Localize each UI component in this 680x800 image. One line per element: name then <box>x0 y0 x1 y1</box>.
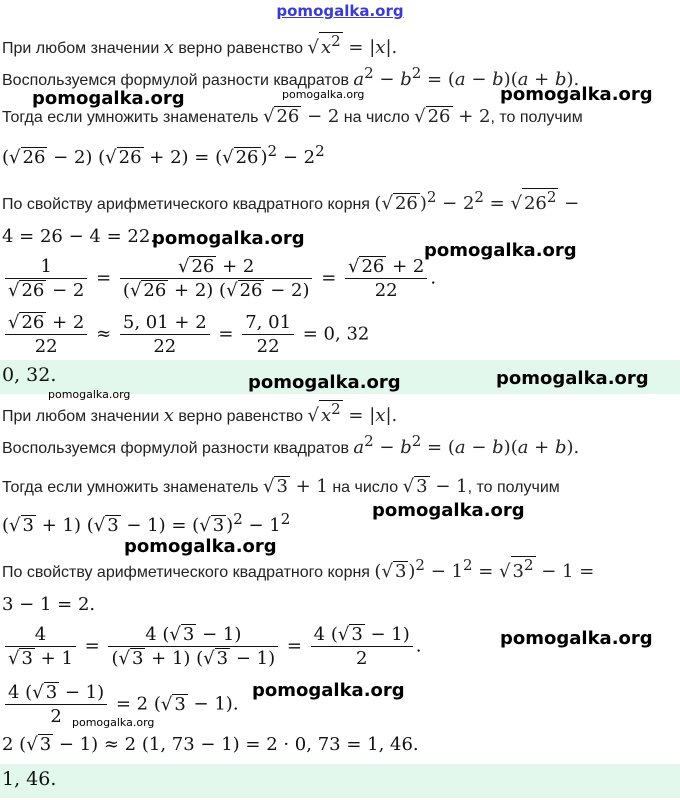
watermark: pomogalka.org <box>152 228 305 249</box>
s1-multiply-text-3: , то получим <box>490 109 583 126</box>
s2-identity-text-2: верно равенство <box>178 408 304 425</box>
watermark: pomogalka.org <box>252 680 405 701</box>
watermark: pomogalka.org <box>32 88 185 109</box>
s2-identity-formula: √ $x^2 = |x|$. <box>307 400 398 426</box>
s1-multiply-line: Тогда если умножить знаменатель √ 26 − 2 на число √ 26 + 2, то получим <box>2 106 583 127</box>
s2-multiply-line: Тогда если умножить знаменатель √ 3 + 1 на число √ 3 − 1, то получим <box>2 476 560 497</box>
s2-answer-band <box>0 764 680 798</box>
s2-formula-text: Воспользуемся формулой разности квадратов <box>2 440 349 457</box>
s1-identity-text-2: верно равенство <box>178 40 304 57</box>
s1-formula-line <box>2 64 579 90</box>
watermark: pomogalka.org <box>496 368 649 389</box>
s1-identity-formula: √ $x^2 = |x|$. <box>307 32 398 58</box>
s1-multiply-text-2: на число <box>343 109 410 126</box>
s2-rationalized-fraction: $\frac{4}{√ 3 + 1}$ = $\frac{4 (√ 3 - 1)}{(√ 3 + 1) (√ 3 - 1)}$ = $\frac{4 (√ 3 - 1)}{2}$ . <box>2 624 422 669</box>
s1-property-line: По свойству арифметического квадратного корня (√ 26 )$^2 - 2^2$ = √ $26^2$ − <box>2 188 580 214</box>
s1-product-expression: (√ 26 − 2) (√ 26 + 2) = (√ 26 )$^2 - 2^2$ <box>2 142 325 168</box>
s1-approximation: $\frac{√ 26 + 2}{22}$ ≈ $\frac{5, 01 + 2}{22}$ = $\frac{7, 01}{22}$ = 0, 32 <box>2 312 369 357</box>
watermark: pomogalka.org <box>48 388 131 401</box>
s1-rationalized-fraction: $\frac{1}{√ 26 - 2}$ = $\frac{√ 26 + 2}{(√ 26 + 2) (√ 26 - 2)}$ = $\frac{√ 26 + 2}{22}$ . <box>2 256 436 301</box>
s1-identity-line: При любом значении x верно равенство √ $x^2 = |x|$. <box>2 32 398 58</box>
watermark: pomogalka.org <box>424 240 577 261</box>
s2-property-line: По свойству арифметического квадратного корня (√ 3 )$^2 - 1^2$ = √ $3^2 - 1$ = <box>2 556 595 582</box>
s1-answer: 0, 32. <box>2 364 57 386</box>
s2-identity-line: При любом значении x верно равенство √ $x^2 = |x|$. <box>2 400 398 426</box>
s2-formula-line <box>2 432 579 458</box>
site-link[interactable]: pomogalka.org <box>276 2 404 20</box>
s2-difference-of-squares: $a^2 - b^2 = (a - b)(a + b)$. <box>353 432 580 458</box>
s2-property-text: По свойству арифметического квадратного корня <box>2 564 370 581</box>
s2-product-expression: (√ 3 + 1) (√ 3 − 1) = (√ 3 )$^2 - 1^2$ <box>2 510 291 536</box>
s1-identity-text: При любом значении <box>2 40 160 57</box>
s2-answer: 1, 46. <box>2 768 57 790</box>
watermark: pomogalka.org <box>124 536 277 557</box>
s2-multiply-text-3: , то получим <box>467 479 560 496</box>
watermark: pomogalka.org <box>72 716 155 729</box>
watermark: pomogalka.org <box>500 84 653 105</box>
s2-multiply-text: Тогда если умножить знаменатель <box>2 479 259 496</box>
s1-property-text: По свойству арифметического квадратного корня <box>2 196 370 213</box>
s2-denominator-value: 3 − 1 = 2. <box>2 594 96 615</box>
s1-difference-of-squares: $a^2 - b^2 = (a - b)(a + b)$. <box>353 64 580 90</box>
s1-multiply-text: Тогда если умножить знаменатель <box>2 109 259 126</box>
watermark: pomogalka.org <box>372 500 525 521</box>
s2-multiply-text-2: на число <box>332 479 399 496</box>
s2-simplified: $\frac{4 (√ 3 - 1)}{2}$ = 2 (√ 3 − 1). <box>2 682 239 727</box>
s1-denominator-value: 4 = 26 − 4 = 22. <box>2 226 157 247</box>
watermark: pomogalka.org <box>248 372 401 393</box>
watermark: pomogalka.org <box>282 88 365 101</box>
watermark: pomogalka.org <box>500 628 653 649</box>
s2-approximation: 2 (√ 3 − 1) ≈ 2 (1, 73 − 1) = 2 · 0, 73 = 1, 46. <box>2 734 419 755</box>
s2-identity-text: При любом значении <box>2 408 160 425</box>
s1-formula-text: Воспользуемся формулой разности квадратов <box>2 72 349 89</box>
